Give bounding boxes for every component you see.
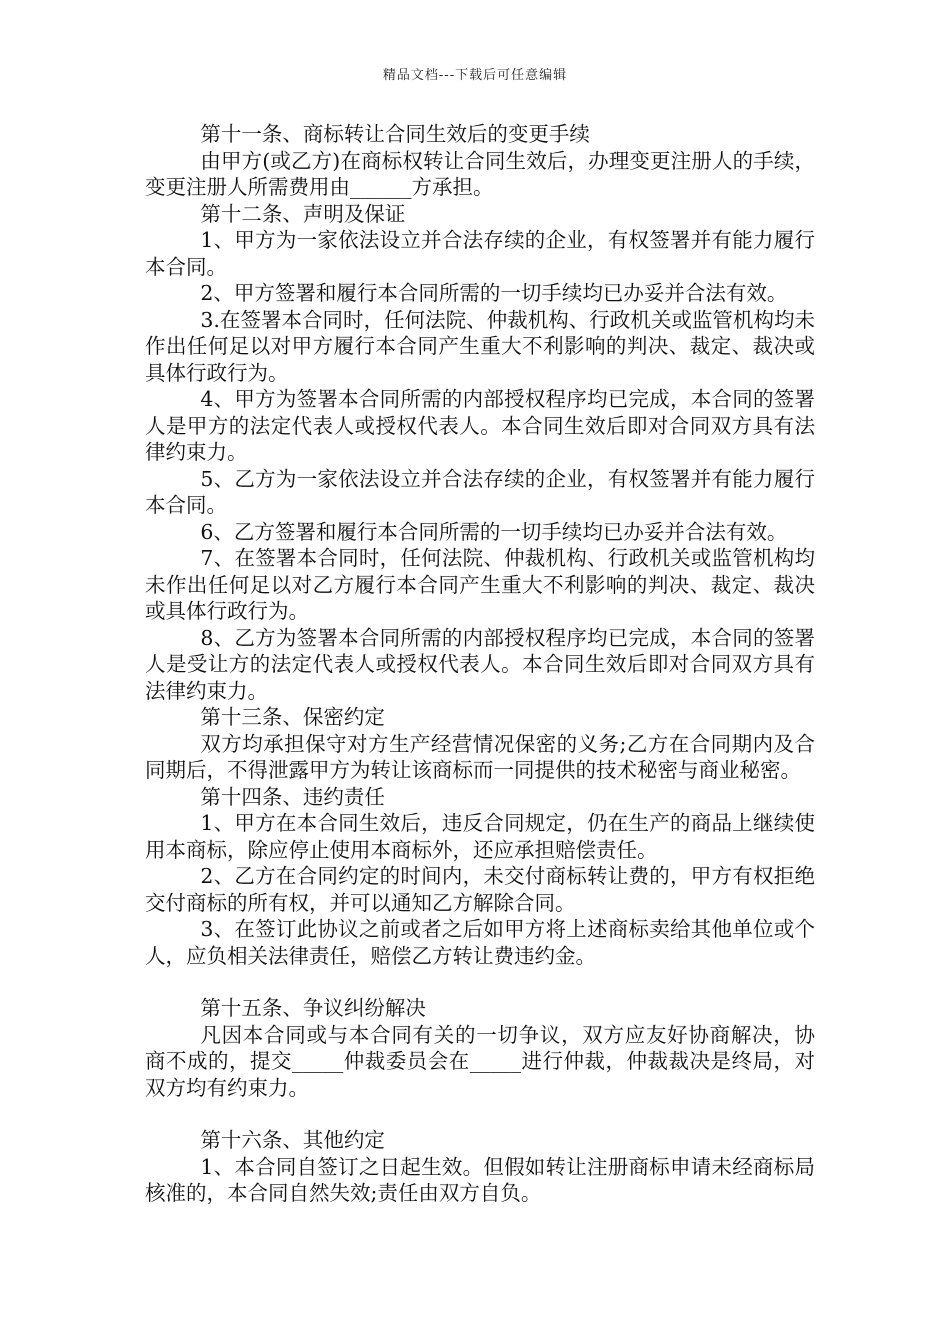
article-12-clause-2: 2、甲方签署和履行本合同所需的一切手续均已办妥并合法有效。	[200, 281, 788, 305]
paragraph-gap	[145, 969, 815, 995]
article-12-heading: 第十二条、声明及保证	[200, 201, 406, 226]
article-12-clause-3: 3.在签署本合同时，任何法院、仲裁机构、行政机关或监管机构均未作出任何足以对甲方履行本合同产生重大不利影响的判决、裁定、裁决或具体行政行为。	[145, 307, 815, 385]
article-12-clause-6: 6、乙方签署和履行本合同所需的一切手续均已办妥并合法有效。	[200, 519, 788, 544]
article-14-clause-1: 1、甲方在本合同生效后，违反合同规定，仍在生产的商品上继续使用本商标，除应停止使用本商标外，还应承担赔偿责任。	[145, 811, 815, 862]
article-15-text: 凡因本合同或与本合同有关的一切争议，双方应友好协商解决，协商不成的，提交_____仲裁委员会在_____进行仲裁，仲裁裁决是终局，对双方均有约束力。	[145, 1022, 815, 1100]
article-16-clause-1: 1、本合同自签订之日起生效。但假如转让注册商标申请未经商标局核准的，本合同自然失效;责任由双方自负。	[145, 1154, 815, 1205]
article-13-text: 双方均承担保守对方生产经营情况保密的义务;乙方在合同期内及合同期后，不得泄露甲方为转让该商标而一同提供的技术秘密与商业秘密。	[145, 731, 815, 782]
article-11-text: 由甲方(或乙方)在商标权转让合同生效后，办理变更注册人的手续，变更注册人所需费用由______方承担。	[145, 148, 815, 199]
article-15-heading: 第十五条、争议纠纷解决	[200, 996, 426, 1020]
article-13-heading: 第十三条、保密约定	[200, 705, 385, 729]
article-11-heading: 第十一条、商标转让合同生效后的变更手续	[200, 122, 590, 146]
article-14-clause-2: 2、乙方在合同约定的时间内，未交付商标转让费的，甲方有权拒绝交付商标的所有权，并可以通知乙方解除合同。	[145, 864, 815, 915]
article-14-heading: 第十四条、违约责任	[200, 784, 385, 809]
article-12-clause-5: 5、乙方为一家依法设立并合法存续的企业，有权签署并有能力履行本合同。	[145, 466, 815, 517]
article-12-clause-1: 1、甲方为一家依法设立并合法存续的企业，有权签署并有能力履行本合同。	[145, 228, 815, 279]
article-12-clause-8: 8、乙方为签署本合同所需的内部授权程序均已完成，本合同的签署人是受让方的法定代表人或授权代表人。本合同生效后即对合同双方具有法律约束力。	[145, 625, 815, 703]
paragraph-gap	[145, 1101, 815, 1127]
article-12-clause-4: 4、甲方为签署本合同所需的内部授权程序均已完成，本合同的签署人是甲方的法定代表人或授权代表人。本合同生效后即对合同双方具有法律约束力。	[145, 387, 815, 464]
page-header: 精品文档---下载后可任意编辑	[382, 68, 568, 83]
document-body	[145, 121, 815, 1207]
article-14-clause-3: 3、在签订此协议之前或者之后如甲方将上述商标卖给其他单位或个人，应负相关法律责任，赔偿乙方转让费违约金。	[145, 917, 815, 968]
article-16-heading: 第十六条、其他约定	[200, 1128, 385, 1152]
article-12-clause-7: 7、在签署本合同时，任何法院、仲裁机构、行政机关或监管机构均未作出任何足以对乙方履行本合同产生重大不利影响的判决、裁定、裁决或具体行政行为。	[145, 546, 815, 623]
